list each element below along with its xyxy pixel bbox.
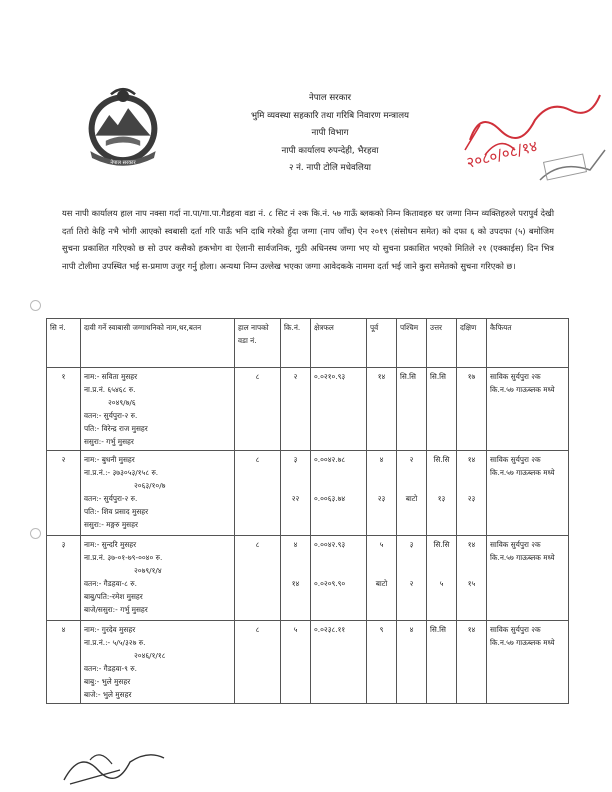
document-header	[200, 90, 460, 178]
claim-table	[46, 318, 569, 704]
table-row	[47, 536, 569, 621]
row-claimant: नाम:- सविता मुसहर ना.प्र.नं. ६५४६८ रु. २०४९/७/६ वतन:- सुर्यपुरा-२ रु. पति:- विरेन्द्र राज मुसहर ससुरा:- गर्भु मुसहर	[81, 368, 235, 451]
row-remarks: साविक सुर्यपुरा २क कि.न.५७ गाऊब्लक मध्ये	[487, 536, 569, 621]
row-kitta: ३ २२	[281, 451, 311, 536]
row-remarks: साविक सुर्यपुरा २क कि.न.५७ गाऊब्लक मध्ये	[487, 621, 569, 704]
col-kitta: कि.नं.	[281, 319, 311, 368]
table-header-row	[47, 319, 569, 368]
svg-text:नेपाल सरकार: नेपाल सरकार	[110, 159, 136, 166]
header-ministry: भुमि व्यवस्था सहकारि तथा गरिबि निवारण मन्त्रालय	[250, 110, 410, 121]
row-kitta: ५	[281, 621, 311, 704]
row-west: २ बाटो	[397, 451, 427, 536]
row-claimant: नाम:- सुन्दरि मुसहर ना.प्र.नं. ३७-०१-७९-००४० रु. २०७९/१/४ वतन:- गैडहवा-८ रु. बाबु/पति:-रमेश मुसहर बाजे/ससुरा:- गर्भु मुसहर	[81, 536, 235, 621]
row-south: १४ २३	[457, 451, 487, 536]
row-east: ९	[367, 621, 397, 704]
row-sn: ४	[47, 621, 81, 704]
row-claimant: नाम:- गुरदेव मुसहर ना.प्र.नं.:- ५/५/३२७ रु. २०४६/१/१८ वतन:- गैडहवा-९ रु. बाबु:- भुले मुसहर बाजे:- भुले मुसहर	[81, 621, 235, 704]
row-claimant: नाम:- बुधनी मुसहर ना.प्र.नं.:- ३७३०५३/१५८ रु. २०६३/१०/७ वतन:- सुर्यपुरा-२ रु. पति:- शिव प्रसाद मुसहर ससुरा:- मङ्गरु मुसहर	[81, 451, 235, 536]
row-east: ५ बाटो	[367, 536, 397, 621]
row-kitta: ४ १४	[281, 536, 311, 621]
government-emblem-icon	[80, 84, 166, 170]
row-kitta: २	[281, 368, 311, 451]
svg-text:२०८०/०८/१४: २०८०/०८/१४	[464, 136, 540, 172]
row-west: सि.सि	[397, 368, 427, 451]
row-north: सि.सि	[427, 621, 457, 704]
table-row	[47, 368, 569, 451]
row-ward: ८	[235, 451, 281, 536]
row-remarks: साविक सुर्यपुरा २क कि.न.५७ गाऊब्लक मध्ये	[487, 368, 569, 451]
row-ward: ८	[235, 368, 281, 451]
punch-hole	[30, 300, 41, 311]
row-ward: ८	[235, 536, 281, 621]
header-department: नापी विभाग	[311, 128, 349, 138]
row-west: ३ २	[397, 536, 427, 621]
col-west: पश्चिम	[397, 319, 427, 368]
row-area: ०.०२३८.११	[311, 621, 367, 704]
row-sn: २	[47, 451, 81, 536]
col-remarks: कैफियत	[487, 319, 569, 368]
header-government: नेपाल सरकार	[308, 93, 352, 103]
col-east: पूर्व	[367, 319, 397, 368]
row-area: ०.०२१०.९३	[311, 368, 367, 451]
row-sn: ३	[47, 536, 81, 621]
row-area: ०.००४२.९३ ०.०२०९.९०	[311, 536, 367, 621]
row-south: १४	[457, 621, 487, 704]
table-row	[47, 621, 569, 704]
punch-hole	[30, 528, 41, 539]
col-claimant: दावी गर्ने स्वाबासी जग्गाधनिको नाम,थर,बतन	[81, 319, 235, 368]
row-east: ४ २३	[367, 451, 397, 536]
row-remarks: साविक सुर्यपुरा २क कि.न.५७ गाऊब्लक मध्ये	[487, 451, 569, 536]
table-row	[47, 451, 569, 536]
row-sn: १	[47, 368, 81, 451]
col-ward: हाल नापको वडा नं.	[235, 319, 281, 368]
row-ward: ८	[235, 621, 281, 704]
row-north: सि.सि	[427, 368, 457, 451]
col-sn: सि नं.	[47, 319, 81, 368]
row-west: ४	[397, 621, 427, 704]
handwritten-signature-stamp	[440, 80, 610, 190]
col-area: क्षेत्रफल	[311, 319, 367, 368]
notice-paragraph: यस नापी कार्यालय हाल नाप नक्सा गर्दा ना.पा/गा.पा.गैडहवा वडा नं. ८ सिट नं २क कि.नं. ५७ गाऊँ ब्लकको निम्न कितावहरु घर जग्गा निम्न व्यक्तिहरुले परापुर्व देखी दर्ता तिरो केहि नभै भोगी आएको स्वबासी दर्ता गरि पाऊँ भनि दाबि गरेको हुँदा जग्गा (नाप जाँच) ऐन २०१९ (संसोधन समेत) को दफा ६ को उपदफा (५) बमोजिम सुचना प्रकाशित गरिएको छ सो उपर कसैको हकभोग वा ऐलानी सार्वजनिक, गुठी अधिनस्थ जग्गा भए यो सुचना प्रकाशित भएको मितिले २१ (एक्काईस) दिन भित्र नापी टोलीमा उपस्थित भई स-प्रमाण उजुर गर्नु होला। अन्यथा निम्न उल्लेख भएका जग्गा आवेदकके नाममा दर्ता भई जाने कुरा समेतको सुचना गरिएको छ।	[62, 208, 554, 271]
row-south: १७	[457, 368, 487, 451]
col-south: दक्षिण	[457, 319, 487, 368]
bottom-signature-icon	[60, 740, 170, 788]
row-north: सि.सि ५	[427, 536, 457, 621]
header-team: २ नं. नापी टोलि मधेवलिया	[288, 163, 372, 173]
row-area: ०.००४२.७८ ०.००६३.७४	[311, 451, 367, 536]
col-north: उत्तर	[427, 319, 457, 368]
row-east: १४	[367, 368, 397, 451]
row-north: सि.सि १३	[427, 451, 457, 536]
row-south: १४ १५	[457, 536, 487, 621]
header-office: नापी कार्यालय रुपन्देही, भैरहवा	[281, 145, 379, 156]
